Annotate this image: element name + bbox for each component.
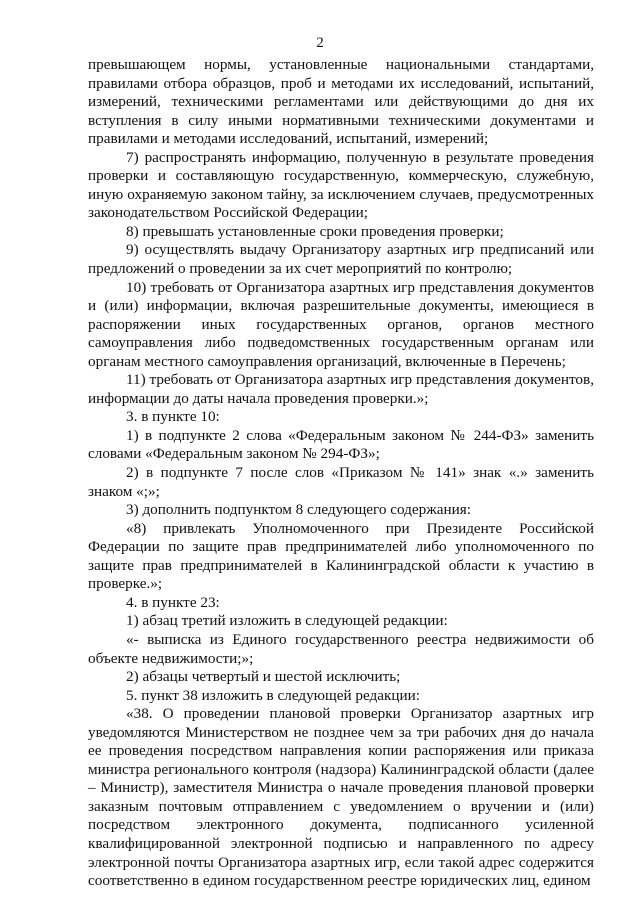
paragraph-section-3-sub-1: 1) в подпункте 2 слова «Федеральным законом № 244-ФЗ» заменить словами «Федеральным законом № 294-ФЗ»; [88,426,594,463]
paragraph-item-7: 7) распространять информацию, полученную в результате проведения проверки и составляющую государственную, коммерческую, служебную, иную охраняемую законом тайну, за исключением случаев, предусмотренных законодательством Российской Федерации; [88,148,594,222]
paragraph-item-8: 8) превышать установленные сроки проведения проверки; [126,222,504,240]
paragraph-section-4-sub-2: 2) абзацы четвертый и шестой исключить; [126,668,401,686]
paragraph-section-3: 3. в пункте 10: [126,408,220,426]
paragraph-item-9: 9) осуществлять выдачу Организатору азартных игр предписаний или предложений о проведении за их счет мероприятий по контролю; [88,241,594,278]
paragraph-item-11: 11) требовать от Организатора азартных игр представления документов, информации до даты начала проведения проверки.»; [88,371,594,407]
paragraph-quoted-extract: «- выписка из Единого государственного реестра недвижимости об объекте недвижимости;»; [88,630,594,667]
page-number: 2 [316,35,324,51]
paragraph-section-3-sub-2: 2) в подпункте 7 после слов «Приказом № 141» знак «.» заменить знаком «;»; [88,464,594,500]
paragraph-quoted-item-8: «8) привлекать Уполномоченного при Президенте Российской Федерации по защите прав предпринимателей либо уполномоченного по защите прав предпринимателей в Калининградской области к участию в проверке.»; [88,519,594,593]
paragraph-section-3-sub-3: 3) дополнить подпунктом 8 следующего содержания: [126,501,471,519]
paragraph-item-10: 10) требовать от Организатора азартных игр представления документов и (или) информации, включая разрешительные документы, имеющиеся в распоряжении иных государственных органов, органов местного самоуправления либо подведомственных государственным органам или органам местного самоуправления организаций, включенные в Перечень; [88,278,594,370]
paragraph-quoted-item-38: «38. О проведении плановой проверки Организатор азартных игр уведомляются Министерством не позднее чем за три рабочих дня до начала ее проведения посредством направления копии распоряжения или приказа министра регионального контроля (надзора) Калининградской области (далее – Министр), заместителя Министра о начале проведения плановой проверки заказным почтовым отправлением с уведомлением о вручении и (или) посредством электронного документа, подписанного усиленной квалифицированной электронной подписью и направленного по адресу электронной почты Организатора азартных игр, если такой адрес содержится соответственно в едином государственном реестре юридических лиц, едином [88,705,594,890]
paragraph-section-4-sub-1: 1) абзац третий изложить в следующей редакции: [126,612,448,630]
document-body [88,56,594,891]
paragraph-section-5: 5. пункт 38 изложить в следующей редакции: [126,686,420,704]
paragraph-continuation: превышающем нормы, установленные национальными стандартами, правилами отбора образцов, проб и методами их исследований, испытаний, измерений, техническими регламентами или действующими до дня их вступления в силу иными нормативными техническими документами и правилами и методами исследований, испытаний, измерений; [88,56,594,148]
paragraph-section-4: 4. в пункте 23: [126,593,220,611]
